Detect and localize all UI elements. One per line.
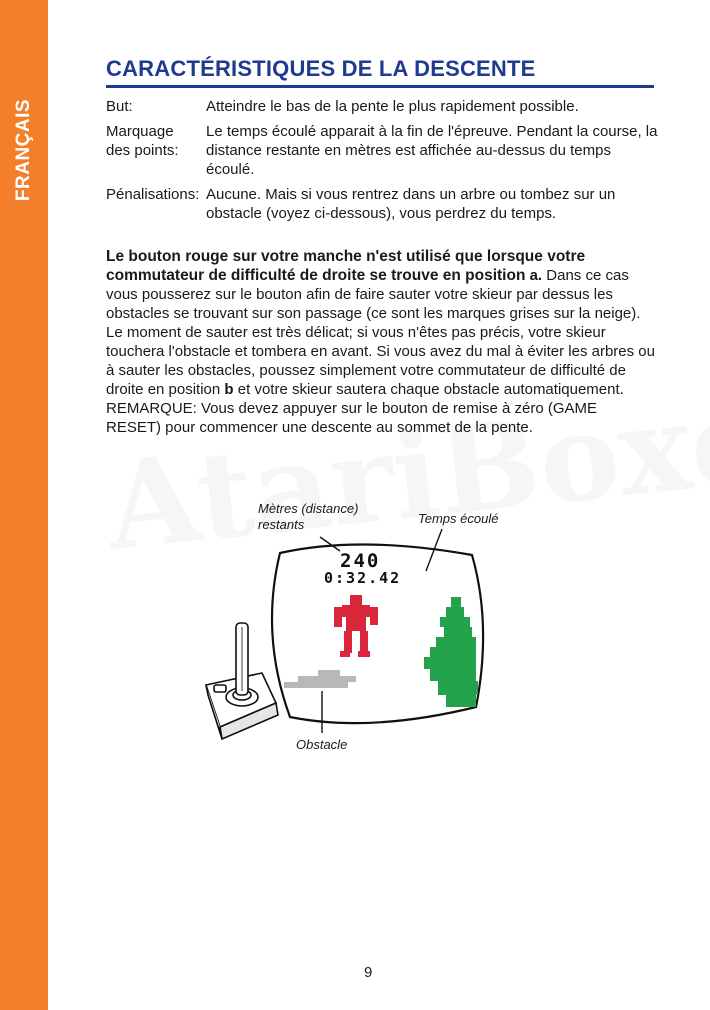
- game-illustration: [200, 495, 520, 765]
- definition-term: [106, 122, 179, 160]
- page-title: CARACTÉRISTIQUES DE LA DESCENTE: [106, 56, 536, 81]
- screen-distance-readout: 240: [340, 550, 381, 572]
- language-label-container: [6, 80, 42, 220]
- illustration-drawing: [200, 495, 520, 765]
- position-b: b: [224, 381, 234, 398]
- paragraph-part1: Dans ce cas vous pousserez sur le bouton afin de faire sauter votre skieur par dessus les obstacles se trouvant sur son passage (ce sont les marques grises sur la neige). Le moment de sauter est très délicat; si vous n'êtes pas précis, votre skieur touchera l'obstacle et tombera en avant. Si vous avez du mal à éviter les arbres ou à sauter les obstacles, poussez simplement votre commutateur de difficulté de droite en position: [106, 267, 655, 398]
- definition-term: Pénalisations:: [106, 186, 200, 203]
- paragraph-part2: et votre skieur sautera chaque obstacle automatiquement. REMARQUE: Vous devez appuyer sur le bouton de remise à zéro (GAME RESET) pour commencer une descente au sommet de la pente.: [106, 381, 624, 436]
- time-label: Temps écoulé: [418, 511, 499, 526]
- position-a: a.: [529, 267, 543, 284]
- definition-term: But:: [106, 98, 133, 115]
- obstacle-label: Obstacle: [296, 737, 348, 752]
- title-underline: [106, 85, 654, 88]
- distance-label-line2: restants: [258, 517, 305, 532]
- page-number: 9: [364, 964, 373, 981]
- joystick-icon: [206, 623, 278, 739]
- definition-description: Le temps écoulé apparait à la fin de l'épreuve. Pendant la course, la distance restante en mètres est affichée au-dessus du temps écoulé.: [206, 123, 658, 178]
- definition-term-line1: Marquage: [106, 123, 174, 140]
- language-label: FRANÇAIS: [13, 98, 35, 202]
- definition-term-line2: des points:: [106, 142, 179, 159]
- distance-label: [258, 501, 358, 533]
- definition-description: Aucune. Mais si vous rentrez dans un arbre ou tombez sur un obstacle (voyez ci-dessous), vous perdrez du temps.: [206, 186, 616, 222]
- paragraph-lead: Le bouton rouge sur votre manche n'est utilisé que lorsque votre commutateur de difficulté de droite se trouve en position: [106, 248, 586, 284]
- definition-description: Atteindre le bas de la pente le plus rapidement possible.: [206, 98, 579, 115]
- distance-label-line1: Mètres (distance): [258, 501, 359, 516]
- screen-time-readout: 0:32.42: [324, 569, 402, 587]
- language-sidebar: [0, 0, 48, 1010]
